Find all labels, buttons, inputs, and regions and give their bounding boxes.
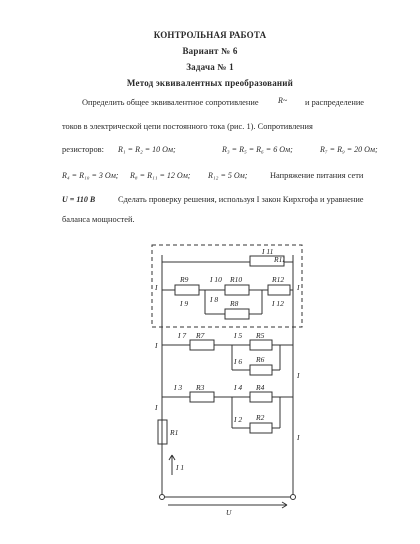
- label-r11: R11: [274, 255, 286, 264]
- para-line-2: токов в электрической цепи постоянного тока (рис. 1). Сопротивления: [62, 122, 313, 131]
- label-r2: R2: [256, 413, 265, 422]
- para-line-1a: Определить общее эквивалентное сопротивление: [82, 98, 259, 107]
- label-r10: R10: [230, 275, 243, 284]
- task-heading: Задача № 1: [186, 62, 234, 72]
- req-symbol: R~: [278, 96, 288, 105]
- label-r8: R8: [230, 299, 239, 308]
- label-i12: I 12: [272, 299, 284, 308]
- label-r9: R9: [180, 275, 189, 284]
- node-c: I: [155, 341, 158, 350]
- label-u: U: [226, 508, 232, 517]
- node-b: I: [297, 283, 300, 292]
- label-r3: R3: [196, 383, 205, 392]
- label-i11: I 11: [262, 247, 274, 256]
- formula-1: R₁ = R₂ = 10 Ом;: [118, 145, 176, 154]
- para-line-4-tail: Напряжение питания сети: [270, 171, 364, 180]
- node-e: I: [155, 403, 158, 412]
- label-r6: R6: [256, 355, 265, 364]
- label-r4: R4: [256, 383, 265, 392]
- label-i8: I 8: [210, 295, 219, 304]
- node-d: I: [297, 371, 300, 380]
- label-r5: R5: [256, 331, 265, 340]
- label-i9: I 9: [180, 299, 189, 308]
- label-i7: I 7: [178, 331, 187, 340]
- formula-5: R₈ = R₁₁ = 12 Ом;: [130, 171, 191, 180]
- para-line-3-label: резисторов:: [62, 145, 104, 154]
- label-i4: I 4: [234, 383, 243, 392]
- label-r12: R12: [272, 275, 285, 284]
- label-r7: R7: [196, 331, 205, 340]
- formula-2: R₃ = R₅ = R₆ = 6 Ом;: [222, 145, 293, 154]
- label-i3: I 3: [174, 383, 183, 392]
- doc-title: КОНТРОЛЬНАЯ РАБОТА: [153, 30, 267, 40]
- node-a: I: [155, 283, 158, 292]
- method-heading: Метод эквивалентных преобразований: [126, 78, 294, 88]
- para-line-5: Сделать проверку решения, используя I закон Кирхгофа и уравнение: [118, 195, 364, 204]
- node-f: I: [297, 433, 300, 442]
- para-line-1b: и распределение: [305, 98, 365, 107]
- variant-heading: Вариант № 6: [182, 46, 238, 56]
- formula-3: R₇ = R₉ = 20 Ом;: [320, 145, 378, 154]
- label-r1: R1: [170, 428, 179, 437]
- label-i6: I 6: [234, 357, 243, 366]
- label-i1: I 1: [176, 463, 185, 472]
- label-i2: I 2: [234, 415, 243, 424]
- label-i5: I 5: [234, 331, 243, 340]
- voltage-value: U = 110 В: [62, 195, 96, 204]
- formula-4: R₄ = R₁₀ = 3 Ом;: [62, 171, 119, 180]
- para-line-6: баланса мощностей.: [62, 215, 135, 224]
- label-i10: I 10: [210, 275, 222, 284]
- formula-6: R₁₂ = 5 Ом;: [208, 171, 248, 180]
